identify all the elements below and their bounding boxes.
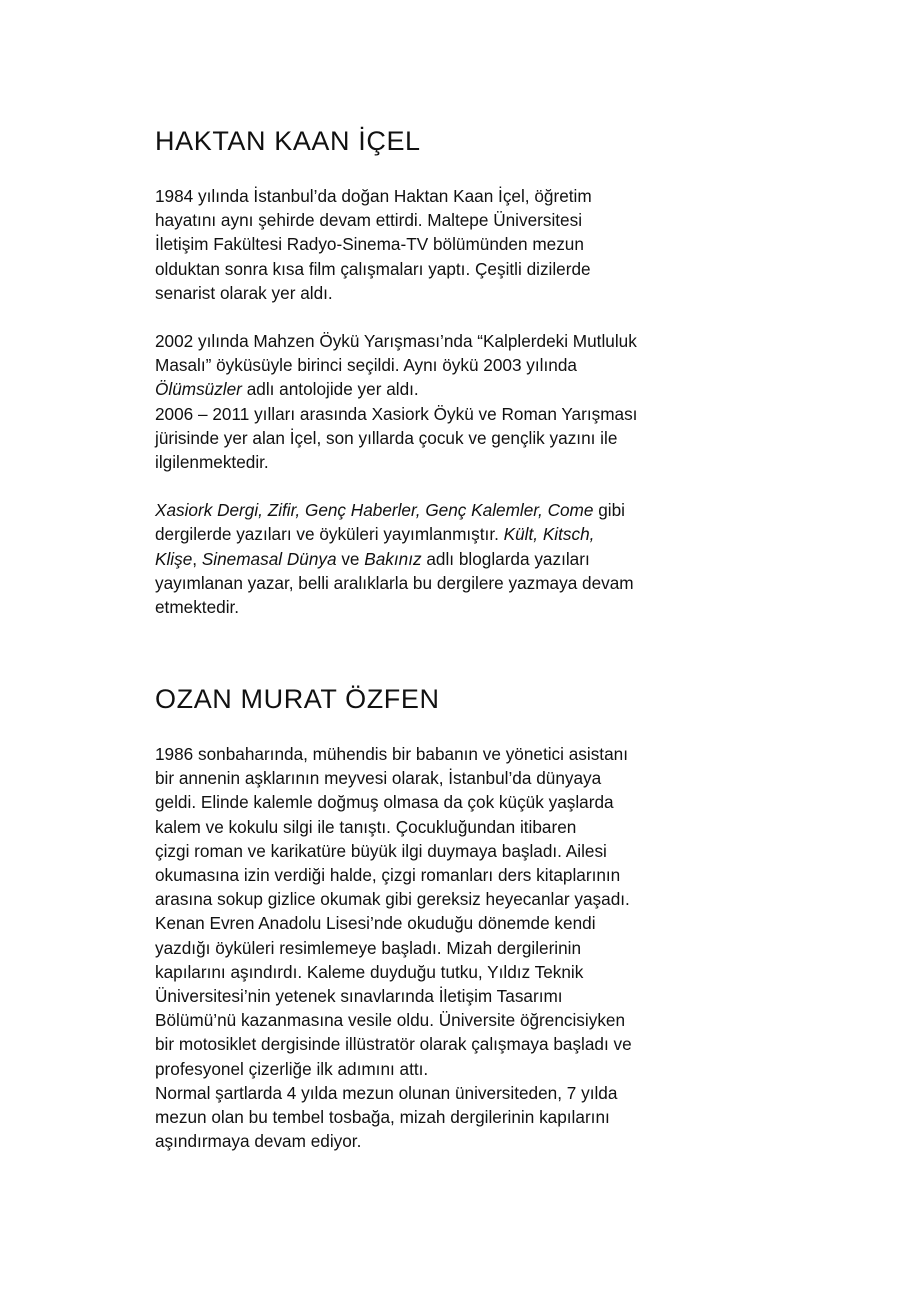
anthology-title: Ölümsüzler	[155, 379, 242, 400]
blog-title: Sinemasal Dünya	[201, 548, 337, 569]
blog-title: Klişe	[155, 548, 193, 569]
text-run: ve	[336, 548, 365, 569]
text-run: adlı antolojide yer aldı.	[241, 379, 419, 400]
text-line: çizgi roman ve karikatüre büyük ilgi duymaya başladı. Ailesi	[155, 840, 607, 861]
bio-paragraph	[155, 402, 755, 475]
text-line: 2002 yılında Mahzen Öykü Yarışması’nda “Kalplerdeki Mutluluk	[155, 331, 637, 352]
bio-paragraph	[155, 742, 755, 1081]
bio-paragraph	[155, 329, 755, 402]
text-run: adlı bloglarda yazıları	[421, 548, 590, 569]
text-line: bir motosiklet dergisinde illüstratör olarak çalışmaya başladı ve	[155, 1034, 632, 1055]
text-line: İletişim Fakültesi Radyo-Sinema-TV bölümünden mezun	[155, 234, 584, 255]
text-line: olduktan sonra kısa film çalışmaları yaptı. Çeşitli dizilerde	[155, 258, 591, 279]
text-line: arasına sokup gizlice okumak gibi gereksiz heyecanlar yaşadı.	[155, 889, 630, 910]
text-line: mezun olan bu tembel tosbağa, mizah dergilerinin kapılarını	[155, 1107, 610, 1128]
text-line: ilgilenmektedir.	[155, 452, 269, 473]
text-line: okumasına izin verdiği halde, çizgi romanları ders kitaplarının	[155, 865, 621, 886]
text-line	[155, 547, 755, 571]
author-bio-haktan	[155, 124, 755, 643]
text-line: aşındırmaya devam ediyor.	[155, 1131, 362, 1152]
text-line: etmektedir.	[155, 597, 240, 618]
text-run: dergilerde yazıları ve öyküleri yayımlanmıştır.	[155, 524, 504, 545]
bio-paragraph	[155, 498, 755, 619]
text-line: Bölümü’nü kazanmasına vesile oldu. Üniversite öğrencisiyken	[155, 1010, 626, 1031]
text-line: 2006 – 2011 yılları arasında Xasiork Öykü ve Roman Yarışması	[155, 403, 638, 424]
text-run: ,	[192, 548, 202, 569]
text-line	[155, 522, 755, 546]
blog-title: Bakınız	[364, 548, 422, 569]
text-line: yayımlanan yazar, belli aralıklarla bu dergilere yazmaya devam	[155, 572, 634, 593]
text-line: senarist olarak yer aldı.	[155, 282, 333, 303]
author-name-heading: OZAN MURAT ÖZFEN	[155, 684, 440, 714]
text-line: Normal şartlarda 4 yılda mezun olunan üniversiteden, 7 yılda	[155, 1082, 618, 1103]
text-line: kalem ve kokulu silgi ile tanıştı. Çocukluğundan itibaren	[155, 816, 577, 837]
text-line: kapılarını aşındırdı. Kaleme duyduğu tutku, Yıldız Teknik	[155, 961, 584, 982]
text-line	[155, 498, 755, 522]
text-line	[155, 377, 755, 401]
text-line: Masalı” öyküsüyle birinci seçildi. Aynı öykü 2003 yılında	[155, 355, 577, 376]
author-bio-ozan	[155, 682, 755, 1177]
text-line: Üniversitesi’nin yetenek sınavlarında İletişim Tasarımı	[155, 986, 563, 1007]
text-line: geldi. Elinde kalemle doğmuş olmasa da çok küçük yaşlarda	[155, 792, 614, 813]
text-line: profesyonel çizerliğe ilk adımını attı.	[155, 1058, 429, 1079]
bio-paragraph	[155, 1081, 755, 1154]
text-line: jürisinde yer alan İçel, son yıllarda çocuk ve gençlik yazını ile	[155, 427, 618, 448]
text-line: hayatını aynı şehirde devam ettirdi. Maltepe Üniversitesi	[155, 210, 583, 231]
bio-paragraph	[155, 184, 755, 305]
text-line: bir annenin aşklarının meyvesi olarak, İstanbul’da dünyaya	[155, 768, 602, 789]
author-name-heading: HAKTAN KAAN İÇEL	[155, 126, 421, 156]
blog-titles: Kült, Kitsch,	[503, 524, 595, 545]
text-line: 1984 yılında İstanbul’da doğan Haktan Kaan İçel, öğretim	[155, 186, 592, 206]
text-line: yazdığı öyküleri resimlemeye başladı. Mizah dergilerinin	[155, 937, 582, 958]
text-line: 1986 sonbaharında, mühendis bir babanın ve yönetici asistanı	[155, 744, 628, 764]
magazine-titles: Xasiork Dergi, Zifir, Genç Haberler, Genç Kalemler, Come	[155, 500, 594, 521]
text-line: Kenan Evren Anadolu Lisesi’nde okuduğu dönemde kendi	[155, 913, 596, 934]
text-run: gibi	[593, 500, 625, 521]
